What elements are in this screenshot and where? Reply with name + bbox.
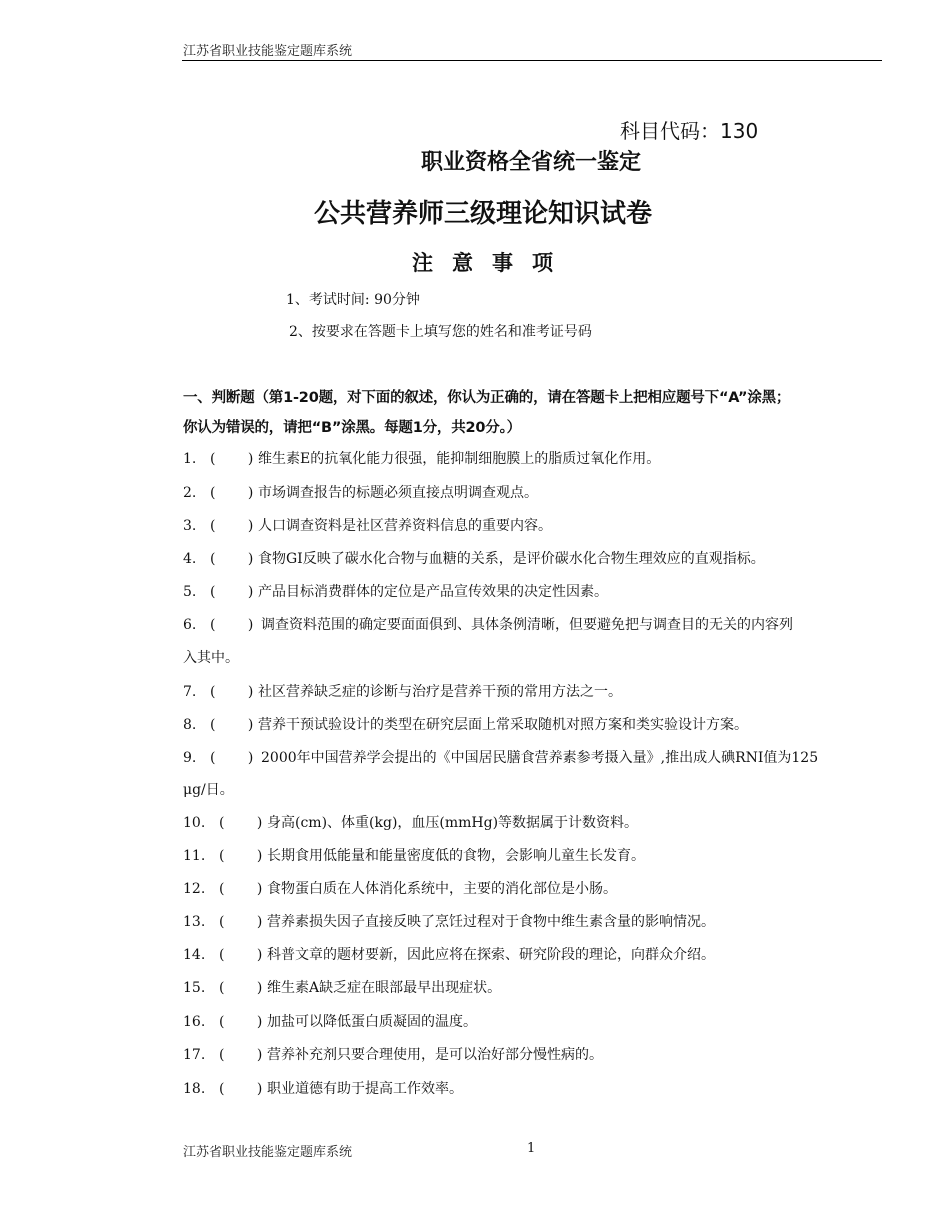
question-number: 9. (183, 750, 197, 766)
page-header-title: 江苏省职业技能鉴定题库系统 (183, 44, 353, 59)
question-number: 15. (183, 980, 206, 996)
question-item (183, 911, 715, 931)
question-text: 职业道德有助于提高工作效率。 (267, 1081, 463, 1097)
exam-title: 职业资格全省统一鉴定 (420, 150, 641, 175)
question-item (183, 1044, 603, 1064)
answer-blank: ( ) (219, 881, 263, 897)
answer-blank: ( ) (210, 551, 254, 567)
answer-blank: ( ) (219, 1014, 263, 1030)
question-number: 1. (183, 451, 197, 467)
question-item (183, 845, 645, 865)
notice-item: 1、考试时间: 90分钟 (286, 292, 420, 308)
question-text: 市场调查报告的标题必须直接点明调查观点。 (258, 485, 538, 501)
answer-blank: ( ) (219, 980, 263, 996)
question-text: 人口调查资料是社区营养资料信息的重要内容。 (258, 518, 552, 534)
answer-blank: ( ) (210, 684, 254, 700)
question-text: 食物GI反映了碳水化合物与血糖的关系，是评价碳水化合物生理效应的直观指标。 (258, 551, 765, 567)
question-text: 加盐可以降低蛋白质凝固的温度。 (267, 1014, 477, 1030)
answer-blank: ( ) (219, 1081, 263, 1097)
question-item (183, 581, 608, 601)
notice-item: 2、按要求在答题卡上填写您的姓名和准考证号码 (289, 324, 592, 340)
question-text: 产品目标消费群体的定位是产品宣传效果的决定性因素。 (258, 584, 608, 600)
answer-blank: ( ) (210, 617, 254, 633)
question-number: 14. (183, 947, 206, 963)
answer-blank: ( ) (219, 848, 263, 864)
question-number: 3. (183, 518, 197, 534)
answer-blank: ( ) (210, 485, 254, 501)
question-item (183, 878, 617, 898)
question-text: 维生素E的抗氧化能力很强，能抑制细胞膜上的脂质过氧化作用。 (258, 451, 661, 467)
page-footer-title: 江苏省职业技能鉴定题库系统 (183, 1145, 353, 1160)
question-item (183, 1078, 463, 1098)
question-number: 17. (183, 1047, 206, 1063)
question-text: 科普文章的题材要新，因此应将在探索、研究阶段的理论，向群众介绍。 (267, 947, 715, 963)
answer-blank: ( ) (219, 815, 263, 831)
question-number: 13. (183, 914, 206, 930)
question-number: 8. (183, 717, 197, 733)
answer-blank: ( ) (219, 914, 263, 930)
question-item (183, 944, 715, 964)
subject-code: 科目代码：130 (620, 119, 759, 143)
question-text: 食物蛋白质在人体消化系统中，主要的消化部位是小肠。 (267, 881, 617, 897)
question-number: 10. (183, 815, 206, 831)
question-number: 12. (183, 881, 206, 897)
question-item (183, 681, 622, 701)
answer-blank: ( ) (219, 947, 263, 963)
section-instruction: 一、判断题（第1-20题，对下面的叙述，你认为正确的，请在答题卡上把相应题号下“A”涂黑； (183, 390, 791, 406)
question-item (183, 714, 748, 734)
question-number: 5. (183, 584, 197, 600)
question-text: 社区营养缺乏症的诊断与治疗是营养干预的常用方法之一。 (258, 684, 622, 700)
question-item (183, 482, 538, 502)
question-item (183, 448, 660, 468)
answer-blank: ( ) (210, 451, 254, 467)
answer-blank: ( ) (210, 584, 254, 600)
question-number: 16. (183, 1014, 206, 1030)
question-text: 身高(cm)、体重(kg)，血压(mmHg)等数据属于计数资料。 (267, 815, 639, 831)
question-item (183, 977, 501, 997)
question-number: 2. (183, 485, 197, 501)
question-item (183, 747, 818, 767)
header-divider (182, 60, 882, 61)
answer-blank: ( ) (219, 1047, 263, 1063)
question-text: 营养补充剂只要合理使用，是可以治好部分慢性病的。 (267, 1047, 603, 1063)
question-number: 11. (183, 848, 206, 864)
answer-blank: ( ) (210, 518, 254, 534)
question-text-continuation: μg/日。 (183, 782, 234, 798)
question-number: 7. (183, 684, 197, 700)
question-number: 4. (183, 551, 197, 567)
question-text: 2000年中国营养学会提出的《中国居民膳食营养素参考摄入量》,推出成人碘RNI值为125 (261, 750, 819, 766)
question-item (183, 1011, 477, 1031)
question-text: 营养素损失因子直接反映了烹饪过程对于食物中维生素含量的影响情况。 (267, 914, 715, 930)
question-item (183, 812, 638, 832)
answer-blank: ( ) (210, 750, 254, 766)
question-text: 维生素A缺乏症在眼部最早出现症状。 (267, 980, 502, 996)
question-number: 18. (183, 1081, 206, 1097)
notice-heading: 注意事项 (412, 251, 572, 275)
question-item (183, 515, 552, 535)
section-instruction: 你认为错误的，请把“B”涂黑。每题1分，共20分。） (183, 420, 521, 436)
question-text: 长期食用低能量和能量密度低的食物，会影响儿童生长发育。 (267, 848, 645, 864)
question-text: 调查资料范围的确定要面面俱到、具体条例清晰，但要避免把与调查目的无关的内容列 (261, 617, 793, 633)
question-text: 营养干预试验设计的类型在研究层面上常采取随机对照方案和类实验设计方案。 (258, 717, 748, 733)
exam-subtitle: 公共营养师三级理论知识试卷 (313, 199, 652, 229)
question-item (183, 614, 793, 634)
answer-blank: ( ) (210, 717, 254, 733)
question-number: 6. (183, 617, 197, 633)
question-text-continuation: 入其中。 (183, 650, 239, 666)
question-item (183, 548, 765, 568)
page-number: 1 (527, 1141, 536, 1156)
